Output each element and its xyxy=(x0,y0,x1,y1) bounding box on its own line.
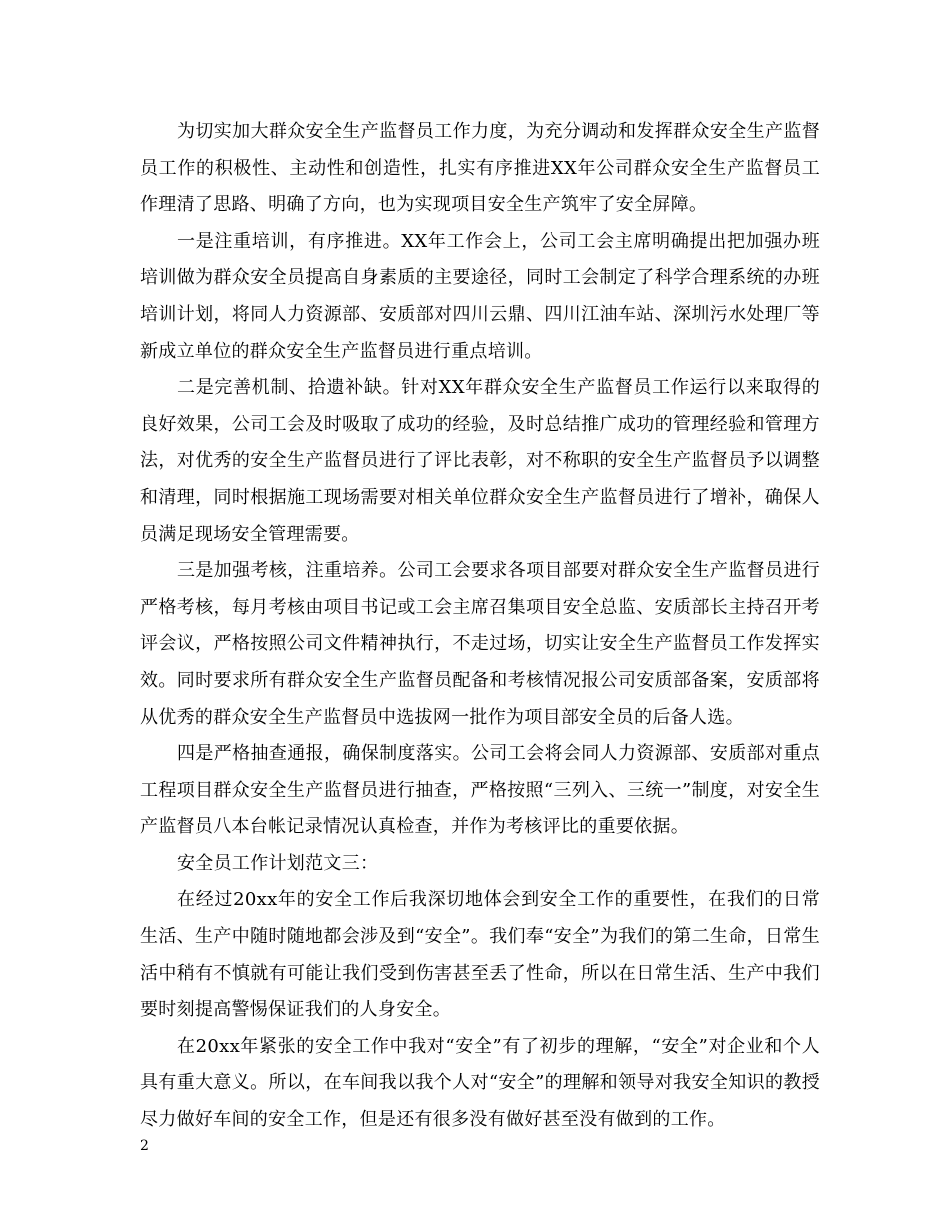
page-number: 2 xyxy=(140,1138,149,1154)
paragraph-intro: 为切实加大群众安全生产监督员工作力度，为充分调动和发挥群众安全生产监督员工作的积极性、主动性和创造性，扎实有序推进XX年公司群众安全生产监督员工作理清了思路、明确了方向，也为实现项目安全生产筑牢了安全屏障。 xyxy=(140,121,820,216)
paragraph-point-two: 二是完善机制、拾遗补缺。针对XX年群众安全生产监督员工作运行以来取得的良好效果，公司工会及时吸取了成功的经验，及时总结推广成功的管理经验和管理方法，对优秀的安全生产监督员进行了评比表彰，对不称职的安全生产监督员予以调整和清理，同时根据施工现场需要对相关单位群众安全生产监督员进行了增补，确保人员满足现场安全管理需要。 xyxy=(140,377,820,545)
paragraph-point-three: 三是加强考核，注重培养。公司工会要求各项目部要对群众安全生产监督员进行严格考核，每月考核由项目书记或工会主席召集项目安全总监、安质部长主持召开考评会议，严格按照公司文件精神执行，不走过场，切实让安全生产监督员工作发挥实效。同时要求所有群众安全生产监督员配备和考核情况报公司安质部备案，安质部将从优秀的群众安全生产监督员中选拔网一批作为项目部安全员的后备人选。 xyxy=(140,560,820,728)
section-heading: 安全员工作计划范文三： xyxy=(177,852,379,874)
paragraph-point-four: 四是严格抽查通报，确保制度落实。公司工会将会同人力资源部、安质部对重点工程项目群众安全生产监督员进行抽查，严格按照“三列入、三统一”制度，对安全生产监督员八本台帐记录情况认真检查，并作为考核评比的重要依据。 xyxy=(140,743,820,838)
paragraph-section-one: 在经过20xx年的安全工作后我深切地体会到安全工作的重要性，在我们的日常生活、生产中随时随地都会涉及到“安全”。我们奉“安全”为我们的第二生命，日常生活中稍有不慎就有可能让我们受到伤害甚至丢了性命，所以在日常生活、生产中我们要时刻提高警惕保证我们的人身安全。 xyxy=(140,889,820,1021)
paragraph-point-one: 一是注重培训，有序推进。XX年工作会上，公司工会主席明确提出把加强办班培训做为群众安全员提高自身素质的主要途径，同时工会制定了科学合理系统的办班培训计划，将同人力资源部、安质部对四川云鼎、四川江油车站、深圳污水处理厂等新成立单位的群众安全生产监督员进行重点培训。 xyxy=(140,230,820,362)
paragraph-section-two: 在20xx年紧张的安全工作中我对“安全”有了初步的理解，“安全”对企业和个人具有重大意义。所以，在车间我以我个人对“安全”的理解和领导对我安全知识的教授尽力做好车间的安全工作，但是还有很多没有做好甚至没有做到的工作。 xyxy=(140,1035,820,1131)
document-body xyxy=(140,114,820,1139)
